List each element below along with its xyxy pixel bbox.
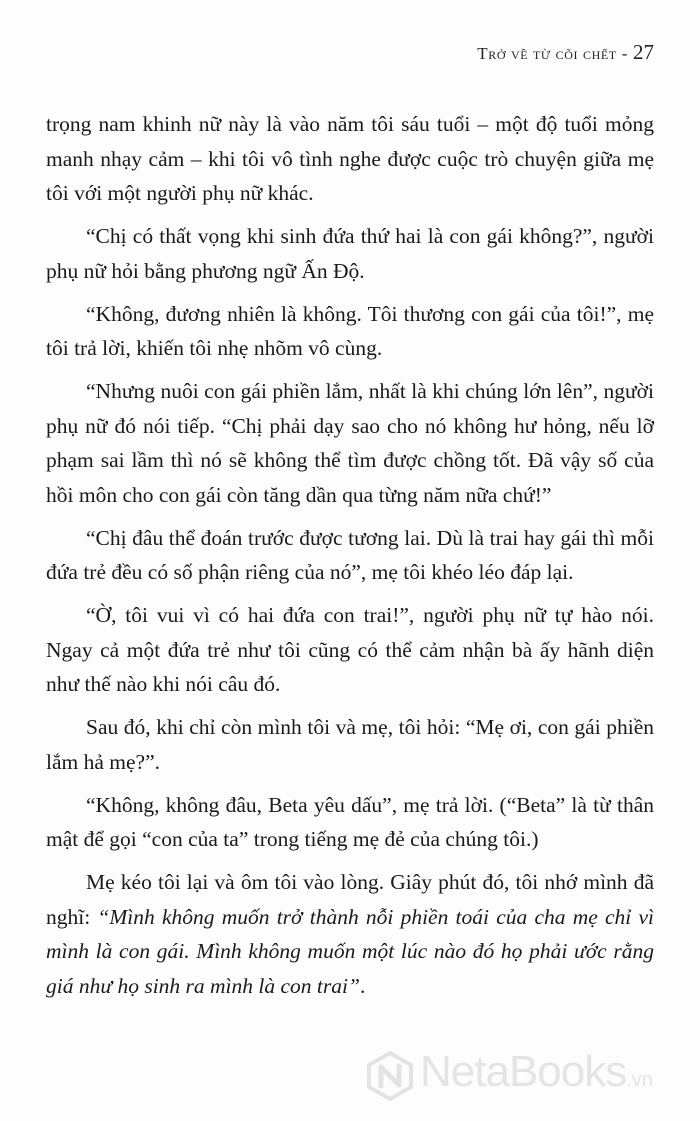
paragraph-last-tail: . — [359, 973, 366, 998]
paragraph: Sau đó, khi chỉ còn mình tôi và mẹ, tôi hỏi: “Mẹ ơi, con gái phiền lắm hả mẹ?”. — [46, 715, 654, 774]
paragraph: “Nhưng nuôi con gái phiền lắm, nhất là khi chúng lớn lên”, người phụ nữ đó nói tiếp. “Chị phải dạy sao cho nó không hư hỏng, nếu lỡ phạm sai lầm thì nó sẽ không thể tìm được chồng tốt. Đã vậy số của hồi môn cho con gái còn tăng dần qua từng năm nữa chứ!” — [46, 379, 654, 507]
paragraph-last — [46, 865, 654, 1003]
watermark-tld: .vn — [626, 1069, 653, 1091]
paragraph-last-italic: “Mình không muốn trở thành nỗi phiền toái của cha mẹ chỉ vì mình là con gái. Mình không muốn một lúc nào đó họ phải ước rằng giá như họ sinh ra mình là con trai” — [46, 904, 654, 998]
paragraph: trọng nam khinh nữ này là vào năm tôi sáu tuổi – một độ tuổi mỏng manh nhạy cảm – khi tôi vô tình nghe được cuộc trò chuyện giữa mẹ tôi với một người phụ nữ khác. — [46, 112, 654, 205]
paragraph-last-lead: Mẹ kéo tôi lại và ôm tôi vào lòng. Giây phút đó, tôi nhớ mình đã nghĩ: — [46, 870, 654, 929]
paragraph: “Không, không đâu, Beta yêu dấu”, mẹ trả lời. (“Beta” là từ thân mật để gọi “con của ta” trong tiếng mẹ đẻ của chúng tôi.) — [46, 792, 654, 851]
paragraph: “Chị đâu thể đoán trước được tương lai. Dù là trai hay gái thì mỗi đứa trẻ đều có số phận riêng của nó”, mẹ tôi khéo léo đáp lại. — [46, 525, 654, 584]
netabooks-watermark — [364, 1046, 653, 1106]
running-header — [477, 40, 654, 65]
paragraph: “Chị có thất vọng khi sinh đứa thứ hai là con gái không?”, người phụ nữ hỏi bằng phương ngữ Ấn Độ. — [46, 224, 654, 283]
page-number: 27 — [633, 40, 654, 64]
body-text — [46, 107, 654, 1012]
paragraph: “Ờ, tôi vui vì có hai đứa con trai!”, người phụ nữ tự hào nói. Ngay cả một đứa trẻ như tôi cũng có thể cảm nhận bà ấy hãnh diện như thế nào khi nói câu đó. — [46, 603, 654, 696]
netabooks-logo-icon — [364, 1050, 416, 1102]
paragraph: “Không, đương nhiên là không. Tôi thương con gái của tôi!”, mẹ tôi trả lời, khiến tôi nhẹ nhõm vô cùng. — [46, 301, 654, 360]
watermark-brand-name: NetaBooks — [420, 1047, 627, 1096]
watermark-brand — [420, 1042, 653, 1110]
header-separator: - — [621, 44, 628, 63]
running-title: Trở về từ cõi chết — [477, 44, 617, 63]
